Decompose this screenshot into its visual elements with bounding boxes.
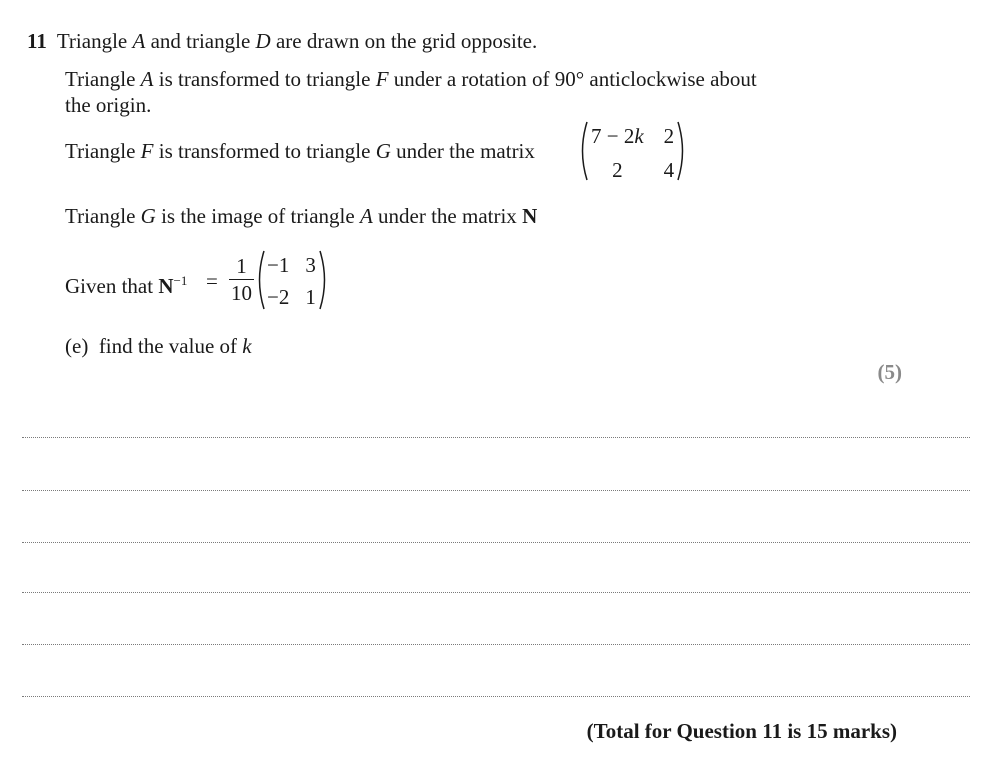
intro-text-mid: and triangle <box>145 29 256 53</box>
matrix-cell: 4 <box>663 158 675 182</box>
right-paren <box>318 250 330 310</box>
triangle-d-label: D <box>255 29 271 53</box>
p4-matrix-n: N <box>158 274 174 298</box>
intro-text: Triangle <box>56 29 133 53</box>
answer-line[interactable] <box>22 542 970 543</box>
matrix-cell: −1 <box>267 253 290 277</box>
p3-triangle-g: G <box>140 204 156 228</box>
p1-text: Triangle <box>65 67 141 91</box>
inverse-matrix <box>254 250 330 310</box>
given-inverse-sentence <box>65 268 187 299</box>
p1-text-mid2: under a rotation of <box>388 67 555 91</box>
inverse-matrix-entries <box>266 250 318 310</box>
matrix-entries <box>589 121 676 181</box>
p3-matrix-n: N <box>522 204 538 228</box>
p1-triangle-f: F <box>375 67 389 91</box>
transform-matrix <box>577 121 688 181</box>
p1-text-mid: is transformed to triangle <box>153 67 376 91</box>
part-e-text: find the value of <box>98 334 243 358</box>
right-paren <box>676 121 688 181</box>
p2-text: Triangle <box>65 139 141 163</box>
matrix-transform-sentence <box>65 138 535 164</box>
p2-text-mid: is transformed to triangle <box>153 139 376 163</box>
p3-text-mid: is the image of triangle <box>155 204 360 228</box>
p2-triangle-f: F <box>140 139 154 163</box>
matrix-cell: 2 <box>612 158 623 182</box>
fraction-numerator: 1 <box>236 254 247 278</box>
left-paren <box>577 121 589 181</box>
p3-triangle-a: A <box>359 204 373 228</box>
question-intro <box>27 28 537 54</box>
question-total: (Total for Question 11 is 15 marks) <box>586 719 897 743</box>
intro-text-end: are drawn on the grid opposite. <box>270 29 538 53</box>
image-under-n-sentence <box>65 203 537 229</box>
fraction-bar <box>229 279 254 280</box>
inverse-superscript: −1 <box>173 273 188 288</box>
fraction <box>229 254 254 305</box>
left-paren <box>254 250 266 310</box>
matrix-cell: 3 <box>305 253 316 277</box>
question-number: 11 <box>27 29 47 53</box>
answer-line[interactable] <box>22 490 970 491</box>
marks-indicator: (5) <box>877 360 902 384</box>
p3-text: Triangle <box>65 204 141 228</box>
matrix-cell: 1 <box>305 285 316 309</box>
matrix-cell: 7 − 2k <box>591 124 644 148</box>
p1-triangle-a: A <box>140 67 154 91</box>
answer-line[interactable] <box>22 644 970 645</box>
p2-triangle-g: G <box>375 139 391 163</box>
equals-sign: = <box>206 269 218 293</box>
triangle-a-label: A <box>132 29 146 53</box>
answer-line[interactable] <box>22 592 970 593</box>
rotation-sentence-line1 <box>65 66 757 92</box>
p1-angle: 90° <box>554 67 585 91</box>
p4-text: Given that <box>65 274 159 298</box>
matrix-cell: 2 <box>663 124 675 148</box>
p2-text-end: under the matrix <box>390 139 535 163</box>
part-e <box>65 333 252 359</box>
part-e-label: (e) <box>65 334 89 358</box>
fraction-denominator: 10 <box>231 281 252 305</box>
answer-line[interactable] <box>22 437 970 438</box>
p1-text-end: anticlockwise about <box>584 67 757 91</box>
p3-text-end: under the matrix <box>372 204 523 228</box>
rotation-sentence-line2: the origin. <box>65 93 152 117</box>
matrix-cell: −2 <box>267 285 290 309</box>
answer-line[interactable] <box>22 696 970 697</box>
part-e-variable-k: k <box>242 334 252 358</box>
